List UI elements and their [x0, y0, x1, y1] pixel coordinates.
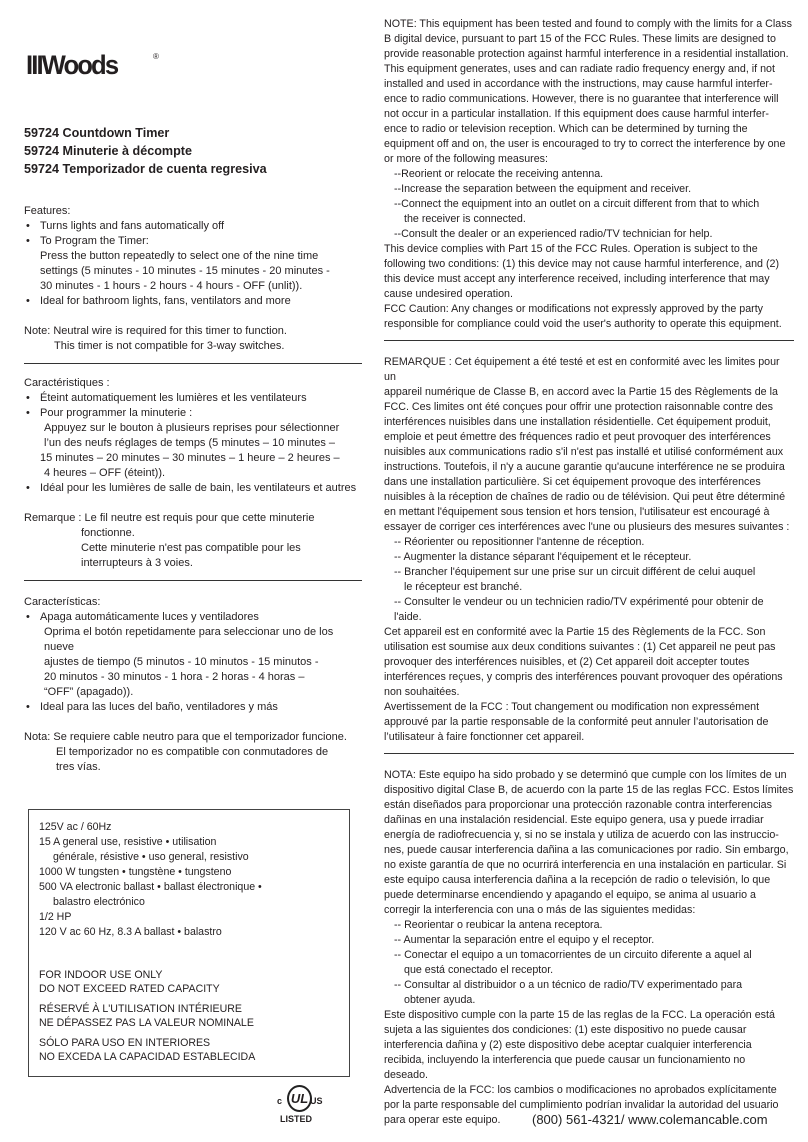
program-line: “OFF” (apagado)).	[44, 686, 134, 698]
fcc-line: or more of the following measures:	[384, 153, 548, 165]
bullet: • Apaga automáticamente luces y ventiladores	[24, 610, 362, 625]
bullet: • Ideal for bathroom lights, fans, ventilators and more	[24, 294, 362, 309]
fcc-line: utilisation est soumise aux deux conditions suivantes : (1) Cet appareil ne peut pas	[384, 641, 776, 653]
rating-line: 1/2 HP	[39, 911, 72, 923]
fcc-line: responsible for compliance could void the user's authority to operate this equipment.	[384, 318, 782, 330]
fcc-line: cause undesired operation.	[384, 288, 513, 300]
fcc-notice-es	[384, 768, 794, 1128]
fcc-line: están diseñados para proporcionar una protección razonable contra interferencias	[384, 799, 772, 811]
fcc-measure: le récepteur est branché.	[404, 581, 523, 593]
note-line: interrupteurs à 3 voies.	[81, 557, 193, 569]
program-line: 15 minutes – 20 minutes – 30 minutes – 1 heure – 2 heures –	[40, 452, 340, 464]
fcc-notice-en	[384, 17, 794, 332]
ul-listed-mark	[24, 1085, 362, 1135]
fcc-line: This equipment generates, uses and can radiate radio frequency energy and, if not	[384, 63, 775, 75]
warning-line: NE DÉPASSEZ PAS LA VALEUR NOMINALE	[39, 1017, 254, 1029]
fcc-line: interferencia dañina y (2) este dispositivo debe aceptar cualquier interferencia	[384, 1039, 752, 1051]
fcc-line: este equipo causa interferencia dañina a la recepción de radio o televisión, lo que	[384, 874, 771, 886]
fcc-line: l’utilisateur à faire fonctionner cet appareil.	[384, 731, 585, 743]
fcc-line: nuisibles à la réception de chaînes de radio ou de télévision. Qui peut être déterminé	[384, 491, 786, 503]
electrical-ratings-box	[28, 809, 350, 1077]
registered-mark: ®	[153, 52, 159, 61]
features-es	[24, 595, 362, 775]
note-line: Neutral wire is required for this timer to function.	[53, 325, 287, 337]
program-line: Press the button repeatedly to select one of the nine time	[40, 250, 319, 262]
fcc-line: corregir la interferencia con una o más de las siguientes medidas:	[384, 904, 696, 916]
title-en: 59724 Countdown Timer	[24, 126, 170, 140]
note-label: Note:	[24, 325, 51, 337]
fcc-line: interférences nuisibles dans une installation résidentielle. Cet équipement produit,	[384, 416, 771, 428]
warning-line: DO NOT EXCEED RATED CAPACITY	[39, 983, 220, 995]
note-line: Le fil neutre est requis pour que cette minuterie	[84, 512, 315, 524]
fcc-measure: -- Réorienter ou repositionner l'antenne de réception.	[394, 536, 645, 548]
bullet: • Ideal para las luces del baño, ventiladores y más	[24, 700, 362, 715]
fcc-measure: --Connect the equipment into an outlet on a circuit different from that to which	[394, 198, 760, 210]
fcc-measure: --Increase the separation between the equipment and receiver.	[394, 183, 692, 195]
fcc-line: this device must accept any interference received, including interference that may	[384, 273, 770, 285]
fcc-line: Cet appareil est en conformité avec la Partie 15 des Règlements de la FCC. Son	[384, 626, 766, 638]
fcc-measure: -- Consultar al distribuidor o a un técnico de radio/TV experimentado para	[394, 979, 743, 991]
fcc-line: dañinas en una instalación residencial. Este equipo genera, usa y puede irradiar	[384, 814, 764, 826]
fcc-line: This device complies with Part 15 of the FCC Rules. Operation is subject to the	[384, 243, 758, 255]
note-label: Remarque :	[24, 512, 82, 524]
fcc-line: sujeta a las siguientes dos condiciones: (1) este dispositivo no puede causar	[384, 1024, 747, 1036]
note-line: tres vías.	[56, 761, 101, 773]
note-label: Nota:	[24, 731, 51, 743]
fcc-line: en mettant l'équipement sous tension et hors tension, l'utilisateur est encouragé à	[384, 506, 770, 518]
rating-line: 15 A general use, resistive • utilisation	[39, 836, 217, 848]
bullet: • Idéal pour les lumières de salle de bain, les ventilateurs et autres	[24, 481, 362, 496]
fcc-line: Avertissement de la FCC : Tout changement ou modification non expressément	[384, 701, 760, 713]
features-label: Caractéristiques :	[24, 377, 110, 389]
fcc-line: nuisibles aux communications radio s'il n'est pas installé et utilisé conformément aux	[384, 446, 784, 458]
fcc-line: emploie et peut émettre des fréquences radio et peut provoquer des interférences	[384, 431, 771, 443]
warning-line: FOR INDOOR USE ONLY	[39, 969, 163, 981]
fcc-line: dispositivo digital Clase B, de acuerdo con la parte 15 de las reglas FCC. Estos límites	[384, 784, 794, 796]
title-es: 59724 Temporizador de cuenta regresiva	[24, 162, 267, 176]
left-column	[24, 30, 362, 1135]
fcc-line: B digital device, pursuant to part 15 of the FCC Rules. These limits are designed to	[384, 33, 776, 45]
fcc-line: no existe garantía de que no ocurrirá interferencia en una instalación en particular. Si	[384, 859, 787, 871]
note-line: fonctionne.	[81, 527, 135, 539]
ul-logo-icon: UL	[287, 1085, 312, 1112]
product-titles	[24, 124, 362, 178]
fcc-measure: -- Aumentar la separación entre el equipo y el receptor.	[394, 934, 655, 946]
fcc-line: REMARQUE : Cet équipement a été testé et est en conformité avec les limites pour un	[384, 356, 780, 383]
warning-line: NO EXCEDA LA CAPACIDAD ESTABLECIDA	[39, 1051, 256, 1063]
fcc-line: energía de radiofrecuencia y, si no se instala y utiliza de acuerdo con las instruccio-	[384, 829, 779, 841]
fcc-line: FCC. Ces limites ont été conçues pour offrir une protection raisonnable contre des	[384, 401, 773, 413]
rating-line: 120 V ac 60 Hz, 8.3 A ballast • balastro	[39, 926, 222, 938]
fcc-line: para operar este equipo.	[384, 1114, 501, 1126]
warning-line: SÓLO PARA USO EN INTERIORES	[39, 1037, 211, 1049]
fcc-line: deseado.	[384, 1069, 428, 1081]
ul-listed-text: LISTED	[280, 1114, 313, 1124]
rating-line: balastro electrónico	[53, 896, 145, 908]
fcc-measure: -- Conectar el equipo a un tomacorrientes de un circuito diferente a aquel al	[394, 949, 752, 961]
bullet: • Turns lights and fans automatically off	[24, 219, 362, 234]
fcc-line: provide reasonable protection against harmful interference in a residential installation.	[384, 48, 789, 60]
fcc-measure: que está conectado el receptor.	[404, 964, 554, 976]
rating-line: générale, résistive • uso general, resistivo	[53, 851, 249, 863]
fcc-measure: -- Augmenter la distance séparant l'équipement et le récepteur.	[394, 551, 692, 563]
fcc-line: ence to radio communications. However, there is no guarantee that interference will	[384, 93, 779, 105]
features-label: Características:	[24, 596, 101, 608]
program-line: 20 minutos - 30 minutos - 1 hora - 2 horas - 4 horas –	[44, 671, 305, 683]
fcc-measure: -- Reorientar o reubicar la antena receptora.	[394, 919, 603, 931]
fcc-line: puede determinarse encendiendo y apagando el equipo, se anima al usuario a	[384, 889, 756, 901]
rating-line: 125V ac / 60Hz	[39, 821, 112, 833]
ul-c-mark: c	[277, 1096, 283, 1106]
bullet: • Éteint automatiquement les lumières et les ventilateurs	[24, 391, 362, 406]
features-fr	[24, 376, 362, 571]
program-line: l’un des neufs réglages de temps (5 minutes – 10 minutes –	[44, 437, 336, 449]
bullet: • To Program the Timer:	[24, 234, 362, 249]
fcc-line: essayer de corriger ces interférences avec l'une ou plusieurs des mesures suivantes :	[384, 521, 790, 533]
rating-line: 500 VA electronic ballast • ballast électronique •	[39, 881, 262, 893]
fcc-measure: --Consult the dealer or an experienced radio/TV technician for help.	[394, 228, 713, 240]
fcc-line: provoquer des interférences nuisibles, et (2) Cet appareil doit accepter toutes	[384, 656, 750, 668]
bullet: • Pour programmer la minuterie :	[24, 406, 362, 421]
fcc-line: ence to radio or television reception. Which can be determined by turning the	[384, 123, 748, 135]
fcc-line: appareil numérique de Classe B, en accord avec la Partie 15 des Règlements de la	[384, 386, 778, 398]
fcc-line: installed and used in accordance with the instructions, may cause harmful interfer-	[384, 78, 773, 90]
fcc-line: NOTA: Este equipo ha sido probado y se determinó que cumple con los límites de un	[384, 769, 787, 781]
woods-logo	[24, 30, 362, 80]
fcc-line: recibida, incluyendo la interferencia que puede causar un funcionamiento no	[384, 1054, 746, 1066]
fcc-measure: -- Brancher l'équipement sur une prise sur un circuit différent de celui auquel	[394, 566, 756, 578]
fcc-measure: --Reorient or relocate the receiving antenna.	[394, 168, 604, 180]
fcc-line: por la parte responsable del cumplimiento podrían invalidar la autoridad del usuario	[384, 1099, 779, 1111]
program-line: Oprima el botón repetidamente para seleccionar uno de los nueve	[44, 626, 334, 653]
title-fr: 59724 Minuterie à décompte	[24, 144, 192, 158]
logo-wordmark: IIIWoods	[26, 50, 118, 80]
program-line: 4 heures – OFF (éteint)).	[44, 467, 166, 479]
fcc-line: not occur in a particular installation. If this equipment does cause harmful interfer-	[384, 108, 769, 120]
program-line: settings (5 minutes - 10 minutes - 15 minutes - 20 minutes -	[40, 265, 330, 277]
fcc-line: Advertencia de la FCC: los cambios o modificaciones no aprobados explícitamente	[384, 1084, 777, 1096]
ul-us-mark: US	[310, 1096, 323, 1106]
program-line: Appuyez sur le bouton à plusieurs reprises pour sélectionner	[44, 422, 340, 434]
fcc-line: instructions. Toutefois, il n'y a aucune garantie qu'aucune interférence ne se produira	[384, 461, 785, 473]
fcc-notice-fr	[384, 355, 794, 745]
note-fr	[24, 511, 362, 526]
note-line: This timer is not compatible for 3-way switches.	[54, 340, 285, 352]
fcc-line: FCC Caution: Any changes or modifications not expressly approved by the party	[384, 303, 764, 315]
fcc-measure: obtener ayuda.	[404, 994, 476, 1006]
features-en	[24, 204, 362, 354]
fcc-line: equipment off and on, the user is encouraged to try to correct the interference by one	[384, 138, 786, 150]
features-label: Features:	[24, 205, 71, 217]
footer-contact: (800) 561-4321/ www.colemancable.com	[532, 1112, 768, 1127]
fcc-line: non souhaitées.	[384, 686, 460, 698]
rating-line: 1000 W tungsten • tungstène • tungsteno	[39, 866, 232, 878]
note-line: Se requiere cable neutro para que el temporizador funcione.	[53, 731, 347, 743]
note-es	[24, 730, 362, 745]
fcc-measure: -- Consulter le vendeur ou un technicien radio/TV expérimenté pour obtenir de l'aide.	[394, 596, 764, 623]
note-line: Cette minuterie n'est pas compatible pour les	[81, 542, 301, 554]
fcc-measure: the receiver is connected.	[404, 213, 526, 225]
fcc-line: interférences reçues, y compris des interférences pouvant provoquer des opérations	[384, 671, 783, 683]
fcc-line: Este dispositivo cumple con la parte 15 de las reglas de la FCC. La operación está	[384, 1009, 775, 1021]
fcc-line: following two conditions: (1) this device may not cause harmful interference, and (2)	[384, 258, 780, 270]
warning-line: RÉSERVÉ À L'UTILISATION INTÉRIEURE	[39, 1003, 242, 1015]
program-line: ajustes de tiempo (5 minutos - 10 minutos - 15 minutos -	[44, 656, 319, 668]
right-column	[384, 17, 794, 1128]
program-line: 30 minutes - 1 hours - 2 hours - 4 hours - OFF (unlit)).	[40, 280, 303, 292]
note-line: El temporizador no es compatible con conmutadores de	[56, 746, 329, 758]
fcc-line: NOTE: This equipment has been tested and found to comply with the limits for a Class	[384, 18, 792, 30]
fcc-line: dans une installation particulière. Si cet équipement provoque des interférences	[384, 476, 761, 488]
note-en	[24, 324, 362, 339]
fcc-line: approuvé par la partie responsable de la conformité peut annuler l’autorisation de	[384, 716, 769, 728]
fcc-line: nes, puede causar interferencia dañina a las comunicaciones por radio. Sin embargo,	[384, 844, 789, 856]
